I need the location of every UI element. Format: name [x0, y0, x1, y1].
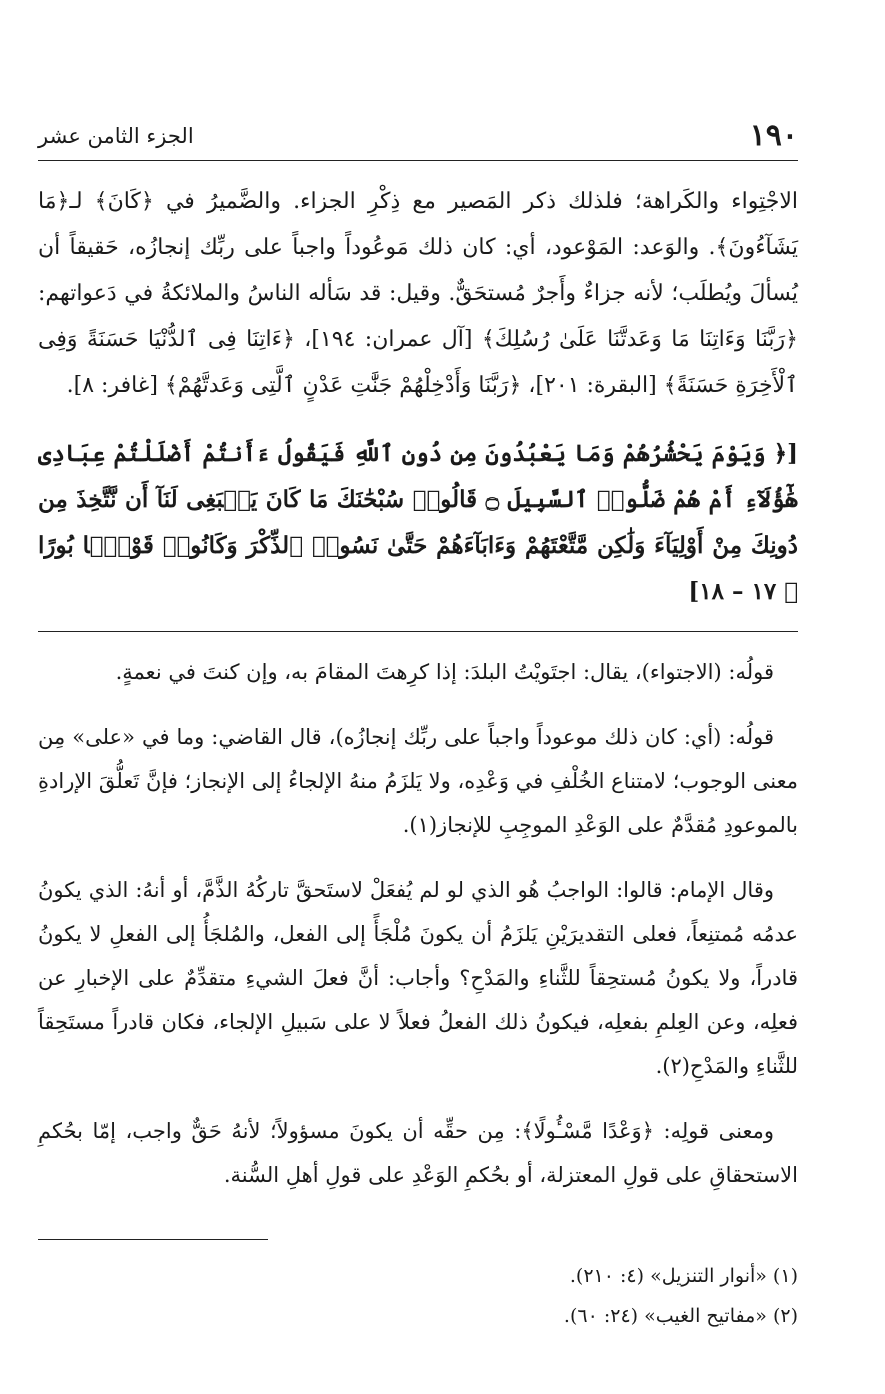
running-title: الجزء الثامن عشر: [38, 124, 194, 148]
page-header: [38, 112, 798, 161]
book-page: [38, 112, 798, 1336]
footnote-divider: [38, 1239, 268, 1240]
commentary-paragraph: قولُه: (الاجتواء)، يقال: اجتَويْتُ البلدَ: إذا كرِهتَ المقامَ به، وإن كنتَ في نعمةٍ.: [115, 660, 774, 684]
section-divider: [38, 631, 798, 632]
footnotes: [38, 1256, 798, 1336]
commentary-paragraph: وقال الإمام: قالوا: الواجبُ هُو الذي لو لم يُفعَلْ لاستَحقَّ تاركُهُ الذَّمَّ، أو أنهُ: الذي يكونُ عدمُه مُمتنِعاً، فعلى التقديرَيْنِ يَلزَمُ أن يكونَ مُلْجَأً إلى الفعل، والمُلجَأُ إلى الفعلِ لا يكونُ قادراً، ولا يكونُ مُستحِقاً للثَّناءِ والمَدْحِ؟ وأجاب: أنَّ فعلَ الشيءِ متقدِّمٌ على الإخبارِ عن فعلِه، وعن العِلمِ بفعلِه، فيكونُ ذلك الفعلُ فعلاً لا على سَبيلِ الإلجاء، فكان قادراً مستَحِقاً للثَّناءِ والمَدْحِ(٢).: [38, 878, 798, 1078]
quran-verse-block: [﴿ وَيَوْمَ يَحْشُرُهُمْ وَمَا يَعْبُدُونَ مِن دُونِ ٱللَّهِ فَيَقُولُ ءَأَنتُمْ أَضْلَلْتُمْ عِبَادِى هَٰٓؤُلَآءِ أَمْ هُمْ ضَلُّوا۟ ٱلسَّبِيلَ ۝ قَالُوا۟ سُبْحَٰنَكَ مَا كَانَ يَنۢبَغِى لَنَآ أَن نَّتَّخِذَ مِن دُونِكَ مِنْ أَوْلِيَآءَ وَلَٰكِن مَّتَّعْتَهُمْ وَءَابَآءَهُمْ حَتَّىٰ نَسُوا۟ ٱلذِّكْرَ وَكَانُوا۟ قَوْمًۢا بُورًا ﴾ ١٧ – ١٨]: [38, 440, 798, 605]
footnote: (٢) «مفاتيح الغيب» (٢٤: ٦٠).: [563, 1305, 798, 1327]
page-number: ١٩٠: [749, 118, 798, 153]
commentary-section: [38, 650, 798, 1197]
main-text: الاجْتِواء والكَراهة؛ فلذلك ذكر المَصير مع ذِكْرِ الجزاء. والضَّميرُ في ﴿كَانَ﴾ لـ﴿مَا يَشَآءُونَ﴾. والوَعد: المَوْعود، أي: كان ذلك مَوعُوداً واجباً على ربِّك إنجازُه، حَقيقاً أن يُسألَ ويُطلَب؛ لأنه جزاءٌ وأَجرٌ مُستحَقٌّ. وقيل: قد سَأله الناسُ والملائكةُ في دَعواتهم: ﴿رَبَّنَا وَءَاتِنَا مَا وَعَدتَّنَا عَلَىٰ رُسُلِكَ﴾ [آل عمران: ١٩٤]، ﴿ءَاتِنَا فِى ٱلدُّنْيَا حَسَنَةً وَفِى ٱلْأَخِرَةِ حَسَنَةً﴾ [البقرة: ٢٠١]، ﴿رَبَّنَا وَأَدْخِلْهُمْ جَنَّٰتِ عَدْنٍ ٱلَّتِى وَعَدتَّهُمْ﴾ [غافر: ٨].: [38, 189, 799, 398]
commentary-paragraph: قولُه: (أي: كان ذلك موعوداً واجباً على ربِّك إنجازُه)، قال القاضي: وما في «على» مِن معنى الوجوب؛ لامتناع الخُلْفِ في وَعْدِه، ولا يَلزَمُ منهُ الإلجاءُ إلى الإنجاز؛ فإنَّ تَعلُّقَ الإرادةِ بالموعودِ مُقدَّمٌ على الوَعْدِ الموجِبِ للإنجاز(١).: [38, 725, 798, 837]
commentary-paragraph: ومعنى قولِه: ﴿وَعْدًا مَّسْـُٔولًا﴾: مِن حقِّه أن يكونَ مسؤولاً؛ لأنهُ حَقٌّ واجب، إمّا بحُكمِ الاستحقاقِ على قولِ المعتزلة، أو بحُكمِ الوَعْدِ على قولِ أهلِ السُّنة.: [38, 1119, 798, 1187]
footnote: (١) «أنوار التنزيل» (٤: ٢١٠).: [569, 1265, 798, 1287]
